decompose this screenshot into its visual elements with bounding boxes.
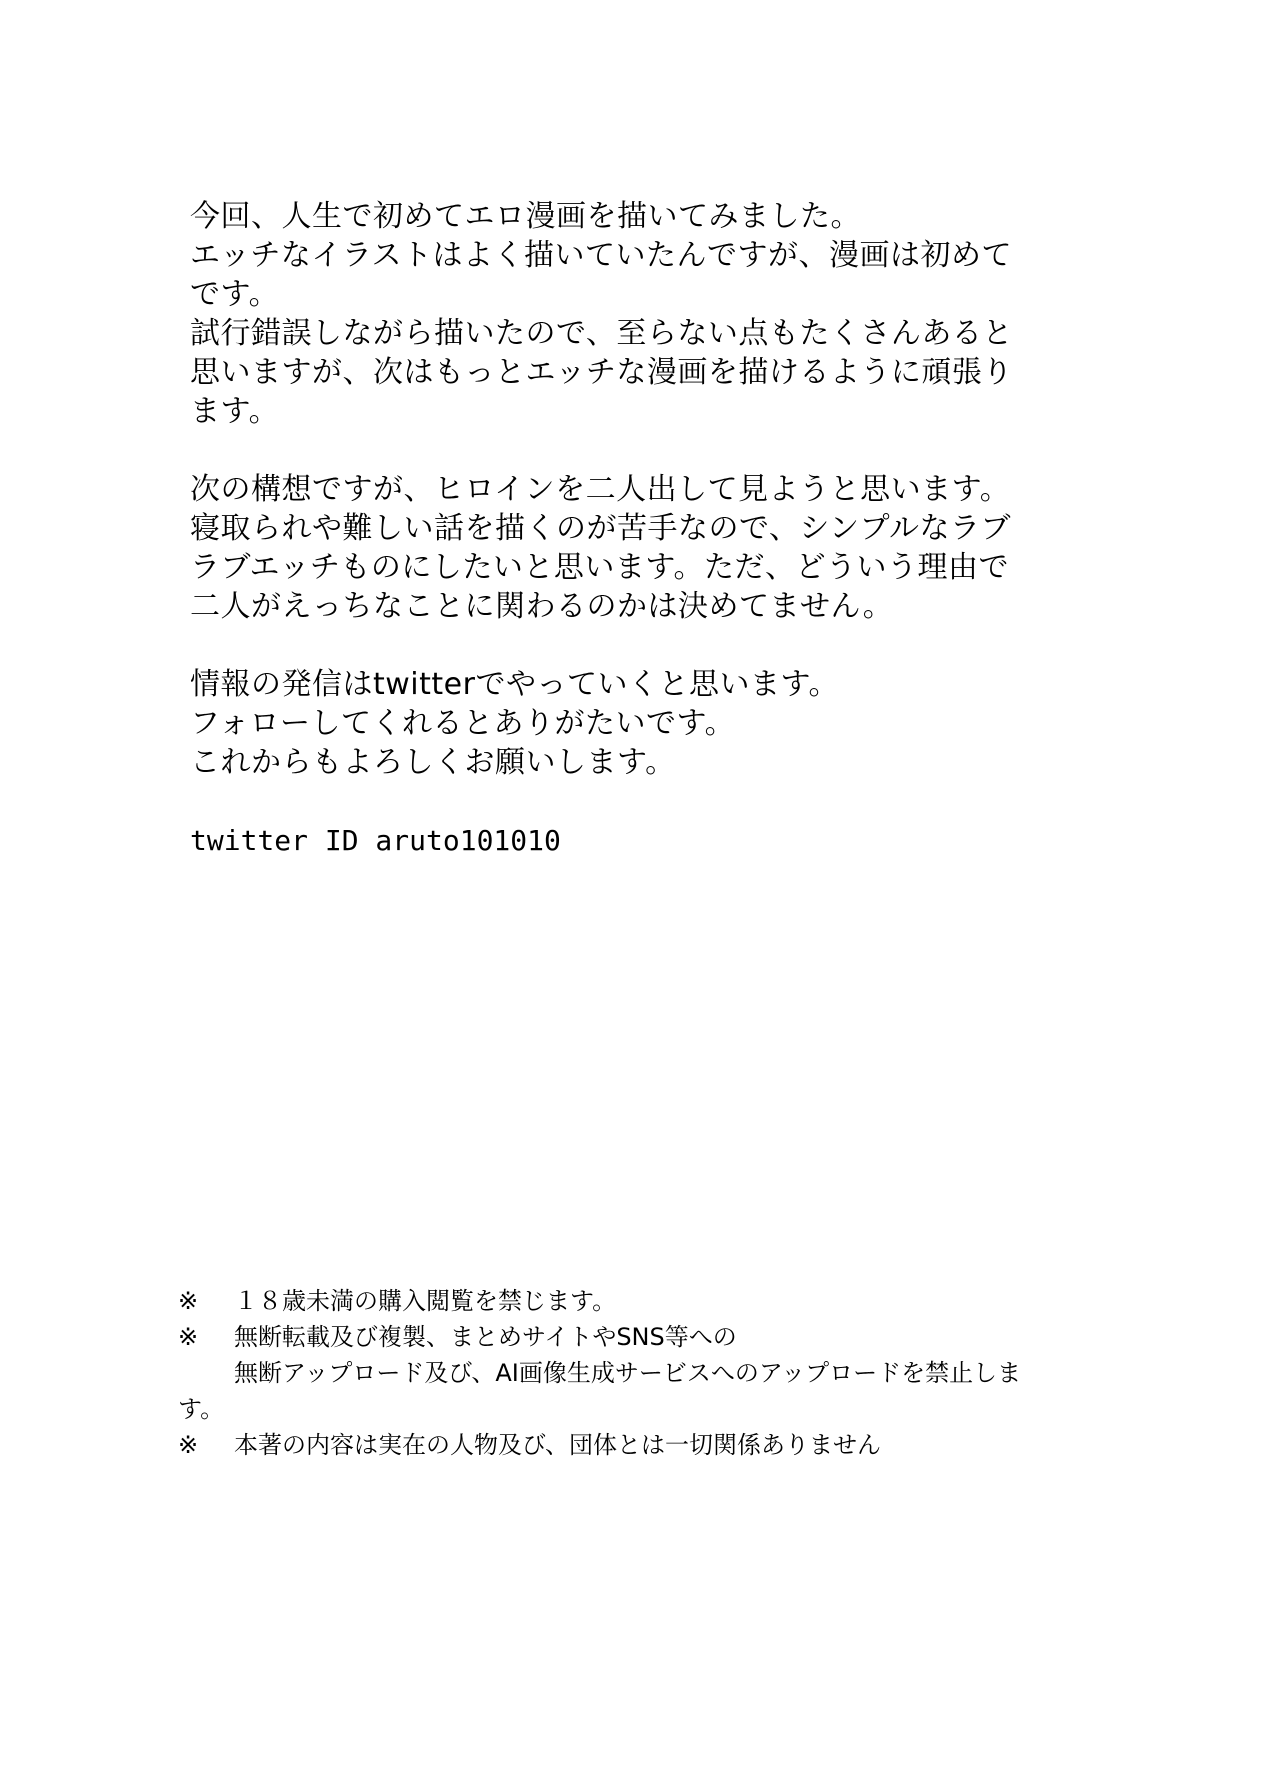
text-line: フォローしてくれるとありがたいです。 [190,706,736,741]
text-line: 二人がえっちなことに関わるのかは決めてません。 [190,589,894,624]
text-line: ラブエッチものにしたいと思います。ただ、どういう理由で [190,550,1009,585]
text-line: 試行錯誤しながら描いたので、至らない点もたくさんあると [190,316,1013,351]
text-line: 思いますが、次はもっとエッチな漫画を描けるように頑張り [190,355,1013,390]
notice-item [178,1319,1178,1355]
notices [178,1283,1178,1463]
paragraph-gap [190,626,1090,665]
notice-item [178,1391,1178,1427]
text-line: ます。 [190,394,280,429]
text-line: 次の構想ですが、ヒロインを二人出して見ようと思います。 [190,472,1011,507]
twitter-id: twitter ID aruto101010 [190,824,561,857]
text-line: 今回、人生で初めてエロ漫画を描いてみました。 [190,199,861,234]
notice-text: 無断転載及び複製、まとめサイトやSNS等への [234,1323,737,1351]
notice-item [178,1355,1178,1391]
notice-item [178,1427,1178,1463]
text-line: 寝取られや難しい話を描くのが苦手なので、シンプルなラブ [190,511,1011,546]
paragraph-gap [190,782,1090,821]
reference-mark: ※ [178,1431,199,1459]
notice-text: す。 [178,1395,225,1423]
notice-text: 無断アップロード及び、AI画像生成サービスへのアップロードを禁止しま [234,1359,1022,1387]
text-line: これからもよろしくお願いします。 [190,745,676,780]
text-line: 情報の発信はtwitterでやっていくと思います。 [190,667,840,702]
reference-mark: ※ [178,1323,199,1351]
text-line: エッチなイラストはよく描いていたんですが、漫画は初めて [190,238,1012,273]
afterword-text [190,197,1090,860]
text-line: です。 [190,277,280,312]
reference-mark: ※ [178,1287,199,1315]
paragraph-gap [190,431,1090,470]
notice-text: １８歳未満の購入閲覧を禁じます。 [234,1287,617,1315]
notice-item [178,1283,1178,1319]
notice-text: 本著の内容は実在の人物及び、団体とは一切関係ありません [234,1431,882,1459]
